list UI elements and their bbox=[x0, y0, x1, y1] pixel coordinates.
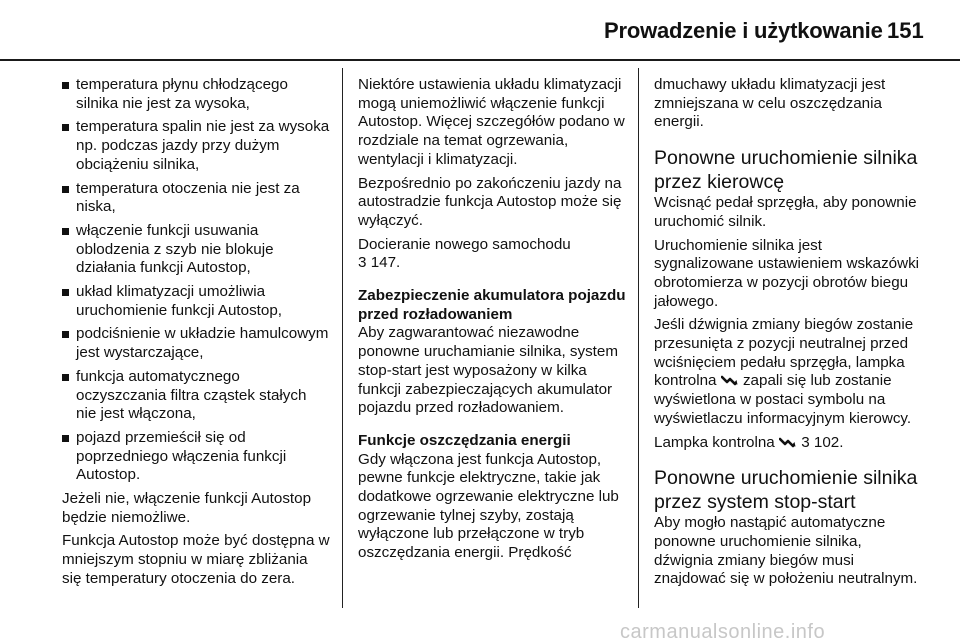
list-item: włączenie funkcji usuwania oblodzenia z szyb nie blokuje działania funkcji Autostop, bbox=[62, 222, 330, 278]
paragraph: Aby zagwarantować niezawodne ponowne uruchamianie silnika, system stop-start jest wyposażony w kilka funkcji zabezpieczających akumulator pojazdu przed rozładowaniem. bbox=[358, 324, 619, 417]
page-number: 151 bbox=[887, 18, 924, 43]
paragraph: Aby mogło nastąpić automatyczne ponowne uruchomienie silnika, dźwignia zmiany biegów musi znajdować się w położeniu neutralnym. bbox=[654, 514, 918, 588]
list-item: funkcja automatycznego oczyszczania filtra cząstek stałych nie jest włączona, bbox=[62, 368, 330, 424]
cross-reference-page[interactable]: 102. bbox=[813, 433, 844, 451]
paragraph: Gdy włączona jest funkcja Autostop, pewne funkcje elektryczne, takie jak dodatkowe ogrzewanie elektryczne lub ogrzewanie tylnej szyby, zostają wyłączone lub przełączone w tryb oszczędzania energii. Prędkość bbox=[358, 450, 619, 562]
paragraph bbox=[358, 236, 626, 273]
gearshift-indicator-icon bbox=[721, 375, 739, 386]
paragraph: Niektóre ustawienia układu klimatyzacji mogą uniemożliwić włączenie funkcji Autostop. Więcej szczegółów podano w rozdziale na temat ogrzewania, wentylacji i klimatyzacji. bbox=[358, 76, 625, 168]
list-item: temperatura płynu chłodzącego silnika nie jest za wysoka, bbox=[62, 76, 330, 113]
list-item: temperatura otoczenia nie jest za niska, bbox=[62, 180, 330, 217]
bullet-square-icon bbox=[62, 374, 69, 381]
bullet-square-icon bbox=[62, 435, 69, 442]
cross-reference-page[interactable]: 147. bbox=[370, 254, 401, 272]
section-heading-battery: Zabezpieczenie akumulatora pojazdu przed rozładowaniem bbox=[358, 287, 626, 323]
bullet-square-icon bbox=[62, 82, 69, 89]
section-heading-system-restart: Ponowne uruchomienie silnika przez system stop-start bbox=[654, 467, 918, 514]
column-1 bbox=[62, 76, 330, 594]
paragraph: Wcisnąć pedał sprzęgła, aby ponownie uruchomić silnik. bbox=[654, 194, 917, 230]
paragraph: Uruchomienie silnika jest sygnalizowane ustawieniem wskazówki obrotomierza w pozycji obrotów biegu jałowego. bbox=[654, 236, 920, 310]
bullet-square-icon bbox=[62, 331, 69, 338]
watermark: carmanualsonline.info bbox=[620, 621, 826, 643]
list-item: pojazd przemieścił się od poprzedniego włączenia funkcji Autostop. bbox=[62, 429, 330, 485]
column-2 bbox=[358, 76, 626, 568]
cross-reference-arrow: 3 bbox=[801, 433, 810, 451]
list-item: układ klimatyzacji umożliwia uruchomienie funkcji Autostop, bbox=[62, 283, 330, 320]
paragraph: Jeśli dźwignia zmiany biegów zostanie przesunięta z pozycji neutralnej przed wciśnięciem pedału sprzęgła, lampka kontrolna zapali się lub zostanie wyświetlona w postaci symbolu na wyświetlaczu informacyjnym kierowcy. bbox=[654, 316, 914, 427]
condition-list bbox=[62, 76, 330, 485]
cross-reference-arrow: 3 bbox=[358, 254, 367, 272]
paragraph: Jeżeli nie, włączenie funkcji Autostop będzie niemożliwe. bbox=[62, 490, 312, 526]
column-divider-2 bbox=[638, 68, 639, 608]
page-header-title: Prowadzenie i użytkowanie bbox=[604, 18, 883, 43]
paragraph: dmuchawy układu klimatyzacji jest zmniejszana w celu oszczędzania energii. bbox=[654, 76, 886, 131]
list-item: temperatura spalin nie jest za wysoka np. podczas jazdy przy dużym obciążeniu silnika, bbox=[62, 118, 330, 174]
section-heading-energy-saving: Funkcje oszczędzania energii bbox=[358, 431, 571, 449]
header-rule bbox=[0, 59, 960, 61]
bullet-square-icon bbox=[62, 186, 69, 193]
paragraph: Funkcja Autostop może być dostępna w mniejszym stopniu w miarę zbliżania się temperatury otoczenia do zera. bbox=[62, 532, 330, 587]
paragraph-text: Docieranie nowego samochodu bbox=[358, 235, 571, 253]
column-3 bbox=[654, 76, 924, 594]
bullet-square-icon bbox=[62, 228, 69, 235]
bullet-square-icon bbox=[62, 289, 69, 296]
section-heading-driver-restart: Ponowne uruchomienie silnika przez kierowcę bbox=[654, 147, 918, 194]
column-divider-1 bbox=[342, 68, 343, 608]
list-item: podciśnienie w układzie hamulcowym jest wystarczające, bbox=[62, 325, 330, 362]
paragraph: Bezpośrednio po zakończeniu jazdy na autostradzie funkcja Autostop może się wyłączyć. bbox=[358, 174, 622, 229]
bullet-square-icon bbox=[62, 124, 69, 131]
paragraph: Lampka kontrolna 3 102. bbox=[654, 433, 844, 451]
gearshift-indicator-icon bbox=[779, 437, 797, 448]
